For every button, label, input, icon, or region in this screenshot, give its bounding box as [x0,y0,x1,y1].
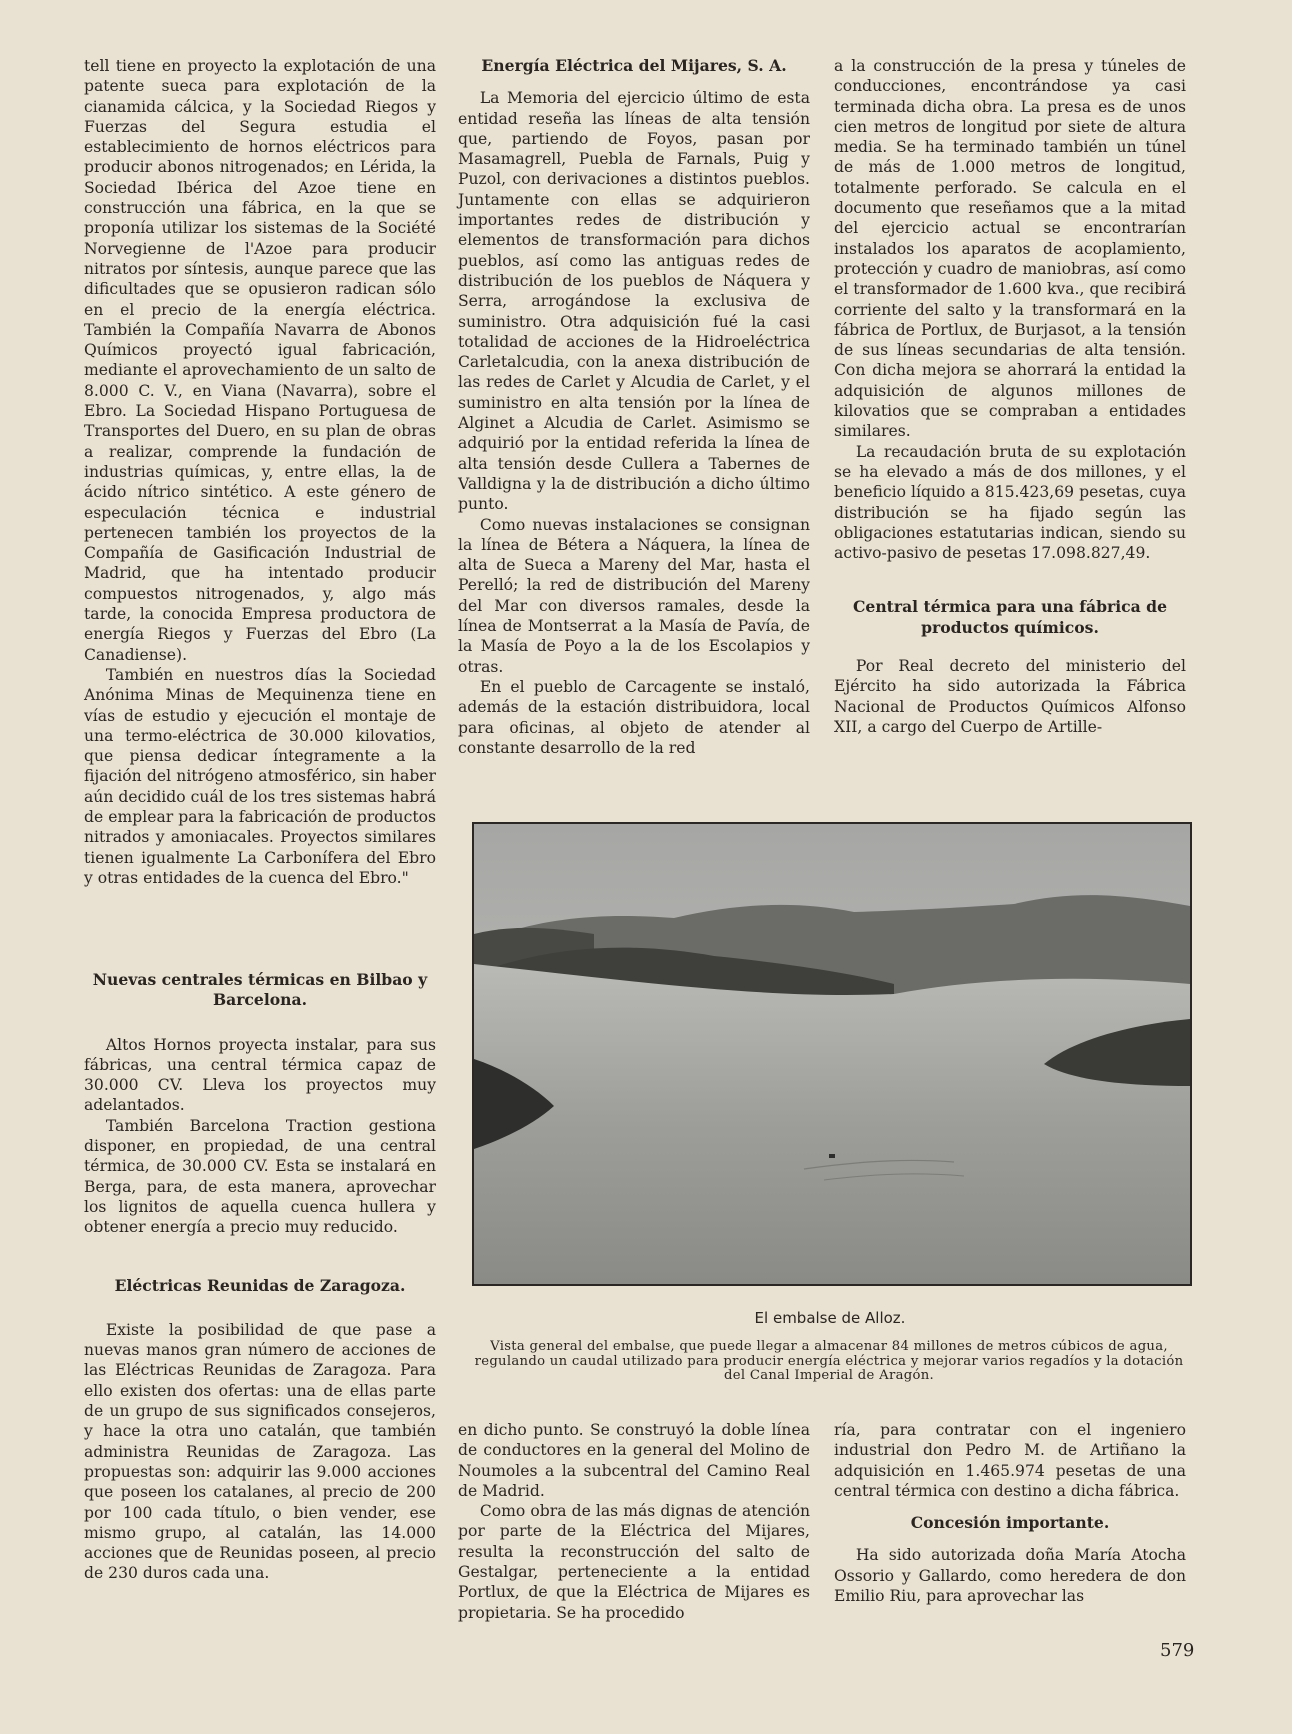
paragraph: Altos Hornos proyecta instalar, para sus fábricas, una central térmica capaz de 30.000 CV. Lleva los proyectos muy adelantados. [84,1035,436,1115]
paragraph: La Memoria del ejercicio último de esta entidad reseña las líneas de alta tensión que, partiendo de Foyos, pasan por Masamagrell, Puebla de Farnals, Puig y Puzol, con derivaciones a distintos pueblos. Juntamente con ellas se adquirieron importantes redes de distribución y elementos de transformación para dichos pueblos, así como las antiguas redes de distribución de los pueblos de Náquera y Serra, arrogándose la exclusiva de suministro. Otra adquisición fué la casi totalidad de acciones de la Hidroeléctrica Carletalcudia, con la anexa distribución de las redes de Carlet y Alcudia de Carlet, y el suministro en alta tensión por la línea de Alginet a Alcudia de Carlet. Asimismo se adquirió por la entidad referida la línea de alta tensión desde Cullera a Tabernes de Valldigna y la de distribución a dicho último punto. [458,89,810,514]
section-heading: Central térmica para una fábrica de productos químicos. [852,597,1167,637]
paragraph: También Barcelona Traction gestiona disponer, en propiedad, de una central térmica, de 30.000 CV. Esta se instalará en Berga, para, de esta manera, aprovechar los lignitos de aquella cuenca hullera y obtener energía a precio muy reducido. [84,1116,436,1237]
paragraph: ría, para contratar con el ingeniero industrial don Pedro M. de Artiñano la adquisición en 1.465.974 pesetas de una central térmica con destino a dicha fábrica. [834,1421,1186,1500]
reservoir-photograph [472,822,1192,1286]
reservoir-photo-image [474,824,1190,1284]
paragraph: Como nuevas instalaciones se consignan la línea de Bétera a Náquera, la línea de alta de Sueca a Mareny del Mar, hasta el Perelló; la red de distribución del Mareny del Mar con diversos ramales, desde la línea de Montserrat a la Masía de Pavía, de la Masía de Poyo a la de los Escolapios y otras. [458,515,810,676]
figure-title: El embalse de Alloz. [754,1309,906,1327]
page-number: 579 [1160,1640,1195,1661]
column-2-bottom [458,1420,810,1623]
paragraph: En el pueblo de Carcagente se instaló, además de la estación distribuidora, local para oficinas, al objeto de atender al constante desarrollo de la red [458,677,810,757]
column-1-bottom [84,970,436,1584]
paragraph: tell tiene en proyecto la explotación de una patente sueca para explotación de la cianamida cálcica, y la Sociedad Riegos y Fuerzas del Segura estudia el establecimiento de hornos eléctricos para producir abonos nitrogenados; en Lérida, la Sociedad Ibérica del Azoe tiene en construcción una fábrica, en la que se proponía utilizar los sistemas de la Société Norvegienne de l'Azoe para producir nitratos por síntesis, aunque parece que las dificultades que se opusieron radican sólo en el precio de la energía eléctrica. También la Compañía Navarra de Abonos Químicos proyectó igual fabricación, mediante el aprovechamiento de un salto de 8.000 C. V., en Viana (Navarra), sobre el Ebro. La Sociedad Hispano Portuguesa de Transportes del Duero, en su plan de obras a realizar, comprende la fundación de industrias químicas, y, entre ellas, la de ácido nítrico sintético. A este género de especulación técnica e industrial pertenecen también los proyectos de la Compañía de Gasificación Industrial de Madrid, que ha intentado producir compuestos nitrogenados, y, algo más tarde, la conocida Empresa productora de energía Riegos y Fuerzas del Ebro (La Canadiense). [84,57,436,664]
column-2-top [458,56,810,758]
paragraph: También en nuestros días la Sociedad Anónima Minas de Mequinenza tiene en vías de estudio y ejecución el montaje de una termo-eléctrica de 30.000 kilovatios, que piensa dedicar íntegramente a la fijación del nitrógeno atmosférico, sin haber aún decidido cuál de los tres sistemas habrá de emplear para la fabricación de productos nitrados y amoniacales. Proyectos similares tienen igualmente La Carbonífera del Ebro y otras entidades de la cuenca del Ebro." [84,665,436,887]
paragraph: Como obra de las más dignas de atención por parte de la Eléctrica del Mijares, resulta la reconstrucción del salto de Gestalgar, perteneciente a la entidad Portlux, de que la Eléctrica de Mijares es propietaria. Se ha procedido [458,1502,810,1622]
paragraph: La recaudación bruta de su explotación se ha elevado a más de dos millones, y el beneficio líquido a 815.423,69 pesetas, cuya distribución se ha fijado según las obligaciones estatutarias indican, siendo su activo-pasivo de pesetas 17.098.827,49. [834,442,1186,563]
section-heading: Nuevas centrales térmicas en Bilbao y Barcelona. [92,970,428,1010]
column-3-top [834,56,1186,737]
paragraph: a la construcción de la presa y túneles de conducciones, encontrándose ya casi terminada dicha obra. La presa es de unos cien metros de longitud por siete de altura media. Se ha terminado también un túnel de más de 1.000 metros de longitud, totalmente perforado. Se calcula en el documento que reseñamos que a la mitad del ejercicio actual se encontrarían instalados los aparatos de acoplamiento, protección y cuadro de maniobras, así como el transformador de 1.600 kva., que recibirá corriente del salto y la transformará en la fábrica de Portlux, de Burjasot, a la tensión de sus líneas secundarias de alta tensión. Con dicha mejora se ahorrará la entidad la adquisición de algunos millones de kilovatios que se compraban a entidades similares. [834,57,1186,441]
figure-caption: Vista general del embalse, que puede llegar a almacenar 84 millones de metros cúbicos de agua, regulando un caudal utilizado para producir energía eléctrica y mejorar varios regadíos y la dotación del Canal Imperial de Aragón. [474,1339,1184,1383]
paragraph: Existe la posibilidad de que pase a nuevas manos gran número de acciones de las Eléctricas Reunidas de Zaragoza. Para ello existen dos ofertas: una de ellas parte de un grupo de sus significados consejeros, y hace la otra uno catalán, que también administra Reunidas de Zaragoza. Las propuestas son: adquirir las 9.000 acciones que poseen los catalanes, al precio de 200 por 100 cada título, o bien vender, ese mismo grupo, al catalán, las 14.000 acciones que de Reunidas poseen, al precio de 230 duros cada una. [84,1320,436,1583]
section-heading: Energía Eléctrica del Mijares, S. A. [481,56,787,75]
column-3-bottom [834,1420,1186,1606]
paragraph: en dicho punto. Se construyó la doble línea de conductores en la general del Molino de Noumoles a la subcentral del Camino Real de Madrid. [458,1421,810,1500]
column-1-top [84,56,436,888]
paragraph: Ha sido autorizada doña María Atocha Ossorio y Gallardo, como heredera de don Emilio Riu, para aprovechar las [834,1546,1186,1606]
section-heading: Concesión importante. [910,1513,1110,1533]
paragraph: Por Real decreto del ministerio del Ejército ha sido autorizada la Fábrica Nacional de Productos Químicos Alfonso XII, a cargo del Cuerpo de Artille- [834,657,1186,736]
section-heading: Eléctricas Reunidas de Zaragoza. [114,1275,406,1295]
